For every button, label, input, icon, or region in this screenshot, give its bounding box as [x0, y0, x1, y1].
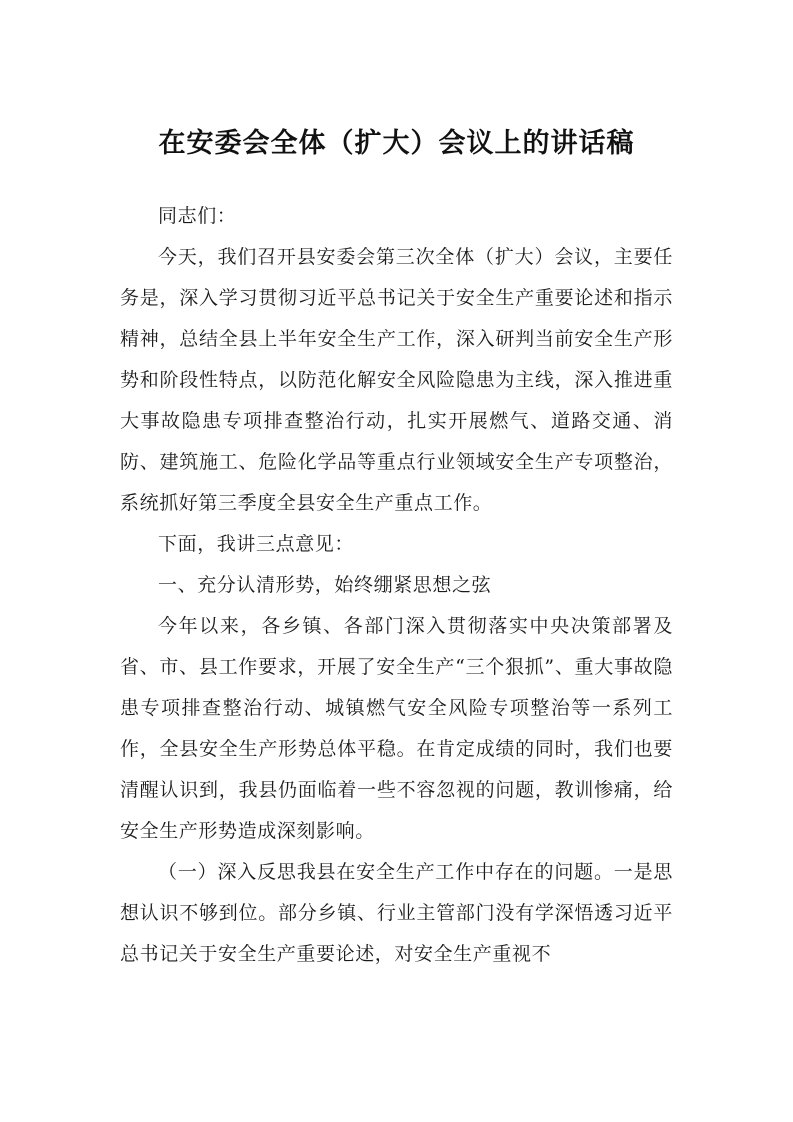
document-title: 在安委会全体（扩大）会议上的讲话稿 — [158, 128, 635, 159]
document-body — [120, 196, 673, 975]
transition-paragraph: 下面，我讲三点意见： — [158, 533, 355, 555]
salutation-paragraph: 同志们： — [158, 205, 237, 227]
body-paragraph: 今年以来，各乡镇、各部门深入贯彻落实中央决策部署及省、市、县工作要求，开展了安全生产“三个狠抓”、重大事故隐患专项排查整治行动、城镇燃气安全风险专项整治等一系列工作，全县安全生产形势总体平稳。在肯定成绩的同时，我们也要清醒认识到，我县仍面临着一些不容忽视的问题，教训惨痛，给安全生产形势造成深刻影响。 — [120, 615, 673, 842]
intro-paragraph: 今天，我们召开县安委会第三次全体（扩大）会议，主要任务是，深入学习贯彻习近平总书记关于安全生产重要论述和指示精神，总结全县上半年安全生产工作，深入研判当前安全生产形势和阶段性特点，以防范化解安全风险隐患为主线，深入推进重大事故隐患专项排查整治行动，扎实开展燃气、道路交通、消防、建筑施工、危险化学品等重点行业领域安全生产专项整治，系统抓好第三季度全县安全生产重点工作。 — [120, 246, 673, 514]
section-heading-1: 一、充分认清形势，始终绷紧思想之弦 — [158, 574, 492, 596]
subsection-paragraph-1: （一）深入反思我县在安全生产工作中存在的问题。一是思想认识不够到位。部分乡镇、行业主管部门没有学深悟透习近平总书记关于安全生产重要论述，对安全生产重视不 — [120, 861, 673, 965]
